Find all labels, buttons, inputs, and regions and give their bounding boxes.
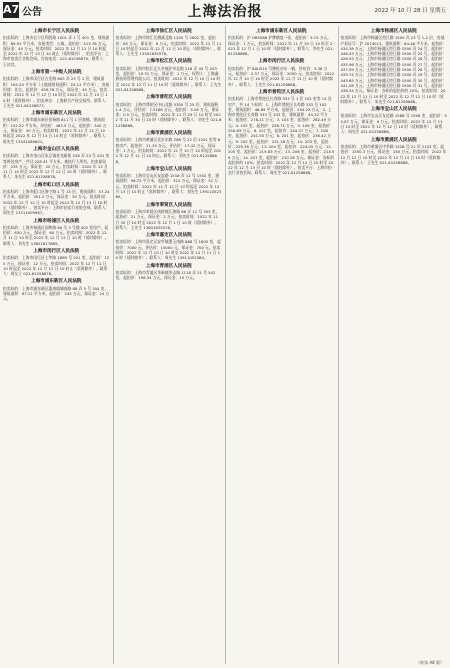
court-notice (116, 95, 223, 128)
notice-court-name: 上海市黄浦区人民法院 (370, 137, 417, 143)
notice-body: 拍卖标的：沪 BAU510 号牌机动车一辆，评估价：3.38 万元，起拍价：2.37 万元，保证金：2000 元。拍卖时间：2022 年 12 月 10 日 10 时至 2022 年 12 月 11 日 10 时（延时除外）。联系人：王先生 021-61258868。 (228, 65, 335, 87)
notice-court-name: 上海市闵行区人民法院 (33, 248, 80, 254)
column-1 (3, 26, 110, 664)
court-notice (3, 183, 110, 216)
notice-court-name: 上海市长宁区人民法院 (33, 29, 80, 34)
notice-court-name: 上海市青浦区人民法院 (145, 263, 192, 269)
notice-court-name: 上海市杨浦区人民法院 (33, 218, 80, 224)
court-notice (228, 59, 335, 86)
notice-body: 拍卖标的：上海市徐汇区漕溪北路 1200 号 2802 室，起拍价：65 万元，保证金：6 万元。拍卖时间：2022 年 12 月 11 日 10 时起至 2022 年 12 月 12 日 10 时止（延时除外）。联系人：王先生 13501635576。 (115, 35, 222, 57)
notice-body: 拍卖标的：上海市闵行区古龙路 805 弄 23 号 1 层，建筑面积：105.34 平方米（土地使用权面积：24.12 平方米），房屋用途：住宅。起拍价：459.78 万元，保证金：45 万元。拍卖时间：2022 年 12 月 12 日 10 时至 2022 年 12 月 13 日 10 时（延时除外）。拍卖单位：上海联合产权交易所。联系人：王先生 021-61258877。 (3, 76, 110, 108)
page-header (0, 0, 450, 23)
notice-court-name: 上海市奉贤区人民法院 (145, 202, 192, 208)
court-notice (116, 203, 223, 230)
notice-court-name: 上海市第一中级人民法院 (30, 70, 82, 76)
court-notice (3, 279, 110, 301)
notice-body: 拍卖标的：上海市松江区九亭镇沪亭北路 218 弄 45 号 203 室，起拍价：10.31 万元，保证金：1 万元，权利人：上海鑫源投资管理有限公司。拍卖时间：2022 年 12 月 10 日 10 时至 2022 年 12 月 11 日 10 时（延时除外）。联系人：王先生 021-61258868。 (115, 65, 222, 92)
notice-court-name: 上海市杨浦区人民法院 (370, 29, 417, 34)
notice-body: 拍卖标的：沪 GB5086 沪牌额度一张，起拍价：9.15 万元，保证金：1 万元。拍卖时间：2022 年 11 月 30 日 10 时至 2022 年 12 月 1 日 10 时（延时除外）。联系人：李先生 021-61258868。 (228, 35, 334, 57)
notice-body: 拍卖标的：上海市普陀区长寿路 333 号 1 层 102 室等 14 处房产，共 14 个标的：1. 上海市普陀区长寿路 333 号 102 室，建筑面积：46.89 平方米，起拍价：294.22 万元；2. 上海市普陀区长寿路 333 号 103 室，建筑面积：44.32 平方米，起拍价：278.11 万元；3. 104 室，起拍价：262.49 万元；4. 105 室，起拍价：258.71 万元；5. 106 室，起拍价：250.63 万元；6. 107 室，起拍价：244.37 万元；7. 108 室，起拍价：241.50 万元；8. 201 室，起拍价：236.42 万元；9. 202 室，起拍价：231.18 万元；10. 203 室，起拍价：229.36 万元；11. 204 室，起拍价：224.05 万元；12. 205 室，起拍价：219.83 万元；13. 206 室，起拍价：214.59 万元；14. 207 室，起拍价：210.26 万元。保证金：各标的起拍价的 10%。拍卖时间：2022 年 12 月 12 日 10 时至 2022 年 12 月 13 日 10 时（延时除外）。拍卖平台：上海市拍卖行业协会网。联系人：周先生 021-61258868。 (228, 96, 335, 176)
notice-court-name: 上海市黄浦区人民法院 (145, 131, 192, 137)
notice-body: 拍卖标的：上海市宝山区友谊路 1518 弄 11 号 1502 室，建筑面积：96.72 平方米，起拍价：322 万元，保证金：32 万元。拍卖时间：2022 年 12 月 12 日 10 时起至 2022 年 12 月 13 日 10 时止（延时除外）。联系人：刘先生 13911052380。 (115, 173, 222, 200)
notice-body: 拍卖标的：上海市虹口区海宁路 1 号 15 层，建筑面积：57.24 平方米，起拍价：301.2 万元，保证金：30 万元。拍卖时间：2022 年 12 月 12 日 10 时起至 2022 年 12 月 13 日 10 时止（延时除外）。拍卖平台：上海市拍卖行业协会网。联系人：周先生 13311009967。 (3, 189, 110, 216)
notice-body: 拍卖标的：上海市金山区朱泾镇金龙新街 528 弄 23 号 201 室等两处房产，共计 228.41 平方米，被执行人所有，拍卖保留价：235 万元。保证金：20 万元。拍卖时间：2022 年 12 月 11 日 10 时至 2022 年 12 月 12 日 10 时（延时除外）。联系人：朱先生 021-61258878。 (3, 153, 110, 180)
notice-body: 拍卖标的：上海市浦东新区张杨路 811 号 1 层商铺，建筑面积：152.32 平方米。评估价：463.5 万元，起拍价：340 万元，保证金：30 万元。拍卖时间：2022 年 12 月 12 日 10 时起至 2022 年 12 月 13 日 10 时止（延时除外）。联系人：陈先生 13341089651。 (3, 117, 109, 144)
notice-body: 拍卖标的：上海市黄浦区北京东路 288 号 22 层 2201 室等 8 套房产，起拍价：11.19 万元，评估价：17.42 万元，保证金：1 万元。拍卖时间：2022 年 12 月 10 日 10 时起至 2022 年 12 月 11 日 10 时止。联系人：刘先生 021-61258868。 (115, 137, 221, 164)
notice-body: 拍卖标的：上海市浦东新区惠南镇城南路 88 弄 5 号 304 室，建筑面积：87.21 平方米，起拍价：245 万元，保证金：24 万元。 (3, 285, 110, 302)
continued-note: （转第 A8 版） (416, 660, 444, 665)
court-notice (116, 131, 223, 164)
notice-body: 拍卖标的：上海市黄浦区中华路 1528 号 21 层 2103 室，起拍价：1550.3 万元，保证金：150 万元。拍卖时间：2022 年 12 月 12 日 10 时至 2022 年 12 月 13 日 10 时（延时除外）。联系人：王先生 021-61258868。 (340, 143, 447, 165)
notice-court-name: 上海市嘉定区人民法院 (145, 233, 192, 239)
court-notice (116, 59, 223, 92)
notice-court-name: 上海市徐汇区人民法院 (145, 29, 192, 34)
court-notice (341, 138, 448, 165)
notice-body: 拍卖标的：上海市普陀区中山北路 3300 号 25 层，建筑面积 1.4 万元，评估价：7.5186 万元，起拍价：5.26 万元，保证金：0.5 万元。拍卖时间：2022 年 11 月 29 日 10 时至 2022 年 11 月 30 日 10 时（延时除外）。联系人：刘先生 021-61258868。 (115, 101, 222, 128)
notice-body: 拍卖标的：上海市长宁区利西路 1001 弄 1 号 401 室，建筑面积：89.91 平方米，房屋类型：公寓。起拍价：413.76 万元。保证金：40 万元。拍卖时间：2022 年 12 月 12 日 10 时起至 2022 年 12 月 13 日 10 时止（延时除外），拍卖平台：上海市拍卖行业协会网。咨询电话：021-61258879，联系人：王法官。 (3, 35, 110, 67)
court-notice (3, 147, 110, 180)
notice-columns (3, 26, 447, 664)
court-notice (116, 264, 223, 281)
notice-body: 拍卖标的：上海市闵行区七莘路 1885 号 201 室，起拍价：120 万元，保证金：12 万元。拍卖时间：2022 年 12 月 11 日 10 时起至 2022 年 12 月 12 日 10 时止（延时除外）。联系人：周女士 021-61258878。 (3, 255, 110, 277)
notice-court-name: 上海市宝山区人民法院 (370, 107, 417, 113)
notice-court-name: 上海市虹口区人民法院 (33, 182, 80, 188)
court-notice (228, 29, 335, 56)
court-notice (341, 29, 448, 104)
notice-court-name: 上海市闵行区人民法院 (258, 59, 305, 65)
notice-court-name: 上海市金山区人民法院 (33, 146, 80, 152)
column-2 (113, 26, 223, 664)
court-notice (3, 111, 110, 144)
notice-body: 拍卖标的：上海市嘉定区安亭镇墨玉南路 888 号 1605 室，起拍价：7000 元，评估价：10000 元，保证金：700 元。拍卖时间：2022 年 12 月 10 日 10 时至 2022 年 12 月 11 日 10 时（延时除外）。联系人：周先生 13911052380。 (115, 239, 221, 261)
notice-body: 拍卖标的：上海市杨浦区控江路 1500 弄 23 号 1-2 层，房地产权证号：沪 2014013，建筑面积：84.46 平方米，起拍价：434.38 万元；上海市杨浦区控江路 1500 弄 24 号，起拍价：446.43 万元；上海市杨浦区控江路 1500 弄 25 号，起拍价：426.93 万元；上海市杨浦区控江路 1500 弄 26 号，起拍价：435.96 万元；上海市杨浦区控江路 1500 弄 27 号，起拍价：437.09 万元；上海市杨浦区控江路 1500 弄 28 号，起拍价：439.74 万元；上海市杨浦区控江路 1500 弄 29 号，起拍价：443.65 万元；上海市杨浦区控江路 1500 弄 30 号，起拍价：441.08 万元；上海市杨浦区控江路 1500 弄 31 号，起拍价：436.34 万元。保证金：各标的起拍价的 10%。拍卖时间：2022 年 12 月 11 日 10 时至 2022 年 12 月 12 日 10 时（延时除外）。联系人：朱先生 021-61258868。 (340, 35, 447, 104)
court-notice (341, 107, 448, 134)
notice-body: 拍卖标的：上海市宝山区友谊路 1588 号 1506 室，起拍价：95.67 万元，保证金：9 万元。拍卖时间：2022 年 12 月 11 日 10 时至 2022 年 12 月 12 日 10 时（延时除外）。联系人：周先生 021-61258868。 (340, 113, 447, 135)
notice-court-name: 上海市宝山区人民法院 (145, 166, 192, 172)
column-4 (338, 26, 448, 664)
notice-court-name: 上海市浦东新区人民法院 (30, 111, 82, 117)
notice-court-name: 上海市普陀区人民法院 (145, 95, 192, 101)
court-notice (3, 249, 110, 276)
court-notice (116, 167, 223, 200)
court-notice (116, 29, 223, 56)
court-notice (228, 90, 335, 176)
notice-court-name: 上海市松江区人民法院 (145, 59, 192, 65)
court-notice (3, 29, 110, 67)
section-name: 公告 (22, 7, 42, 18)
notice-court-name: 上海市浦东新区人民法院 (30, 279, 82, 285)
court-notice (3, 70, 110, 108)
page-number: A7 (3, 3, 20, 16)
court-notice (116, 233, 223, 260)
issue-date: 2022 年 10 月 28 日 星期五 (374, 8, 446, 14)
notice-court-name: 上海市浦东新区人民法院 (255, 29, 307, 34)
notice-body: 拍卖标的：上海市奉贤区南桥镇江海路 88 弄 11 号 303 室，起拍价：21 万元，保证金：2 万元，拍卖时间：2022 年 11 月 30 日 10 时至 2022 年 12 月 1 日 10 时（延时除外）。联系人：王先生 13601635576。 (115, 208, 220, 230)
notice-body: 拍卖标的：上海市杨浦区国和路 60 号 3 号楼 402 室房产，起拍价：630 万元，保证金：60 万元。拍卖时间：2022 年 12 月 11 日 10 时至 2022 年 12 月 12 日 10 时（延时除外）。联系人：刘先生 13621617689。 (3, 224, 109, 246)
notice-body: 拍卖标的：上海市青浦区华新镇华志路 1118 弄 21 号 502 室，起拍价：156.34 万元，保证金：15 万元。 (115, 269, 216, 281)
column-3 (225, 26, 335, 664)
court-notice (3, 219, 110, 246)
masthead: 上海法治报 (187, 4, 263, 20)
notice-court-name: 上海市普陀区人民法院 (258, 89, 305, 95)
